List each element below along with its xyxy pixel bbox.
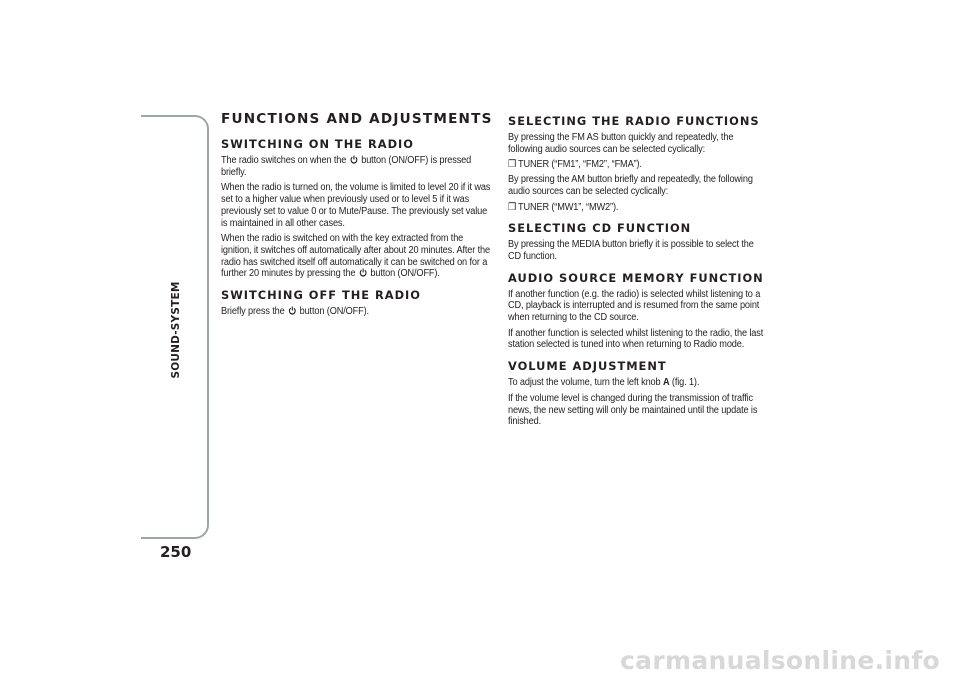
paragraph-text: Briefly press the: [221, 306, 285, 318]
heading-cd-function: SELECTING CD FUNCTION: [508, 221, 692, 236]
heading-memory-function: AUDIO SOURCE MEMORY FUNCTION: [508, 270, 764, 285]
list-item: [508, 159, 768, 171]
paragraph-text: (fig. 1).: [671, 377, 700, 389]
paragraph: [221, 306, 491, 318]
paragraph: By pressing the MEDIA button briefly it is possible to select the CD function.: [508, 239, 754, 262]
paragraph-text: To adjust the volume, turn the left knob: [508, 377, 661, 389]
power-button-icon: [350, 155, 358, 164]
paragraph: [508, 377, 768, 389]
paragraph: [221, 233, 491, 280]
right-column: [508, 111, 770, 432]
paragraph-text: button (ON/OFF).: [299, 306, 369, 318]
left-column: [221, 111, 493, 322]
checkbox-bullet-icon: ❒: [508, 201, 517, 213]
heading-switching-off: SWITCHING OFF THE RADIO: [221, 288, 421, 303]
section-label: SOUND-SYSTEM: [170, 281, 182, 379]
heading-radio-functions: SELECTING THE RADIO FUNCTIONS: [508, 114, 760, 128]
paragraph: If another function is selected whilst listening to the radio, the last station selected is tuned into when returning to Radio mode.: [508, 327, 764, 351]
page-title: FUNCTIONS AND ADJUSTMENTS: [221, 111, 493, 127]
heading-volume: VOLUME ADJUSTMENT: [508, 359, 667, 374]
power-button-icon: [359, 268, 367, 277]
page-number: 250: [160, 543, 192, 561]
paragraph: By pressing the AM button briefly and repeatedly, the following audio sources can be selected cyclically:: [508, 174, 753, 197]
power-button-icon: [288, 306, 296, 315]
paragraph: [221, 155, 491, 178]
paragraph: When the radio is turned on, the volume is limited to level 20 if it was set to a higher value when previously used or to level 5 if it was previously set to value 0 or to Mute/Pause. The previously set value is maintained in all other cases.: [221, 182, 491, 229]
paragraph-text: button (ON/OFF).: [370, 268, 440, 280]
paragraph-text: button (ON/OFF) is pressed briefly.: [221, 155, 472, 178]
knob-label: A: [662, 377, 670, 389]
paragraph: If another function (e.g. the radio) is selected whilst listening to a CD, playback is interrupted and is resumed from the same point when returning to the CD source.: [508, 288, 761, 324]
watermark: carmanualsonline.info: [620, 646, 940, 675]
paragraph-text: When the radio is switched on with the key extracted from the ignition, it switches off automatically after about 20 minutes. After the radio has switched itself off automatically it can be switched on for a further 20 minutes by pressing the: [221, 233, 490, 280]
paragraph: By pressing the FM AS button quickly and repeatedly, the following audio sources can be selected cyclically:: [508, 132, 734, 155]
paragraph: If the volume level is changed during the transmission of traffic news, the new setting will only be maintained until the update is finished.: [508, 392, 758, 428]
heading-switching-on: SWITCHING ON THE RADIO: [221, 137, 414, 151]
checkbox-bullet-icon: ❒: [508, 159, 517, 171]
list-item: [508, 202, 768, 214]
paragraph-text: The radio switches on when the: [221, 155, 347, 166]
list-item-text: TUNER (“MW1”, “MW2”).: [517, 201, 619, 213]
list-item-text: TUNER (“FM1”, “FM2”, “FMA”).: [517, 159, 642, 171]
